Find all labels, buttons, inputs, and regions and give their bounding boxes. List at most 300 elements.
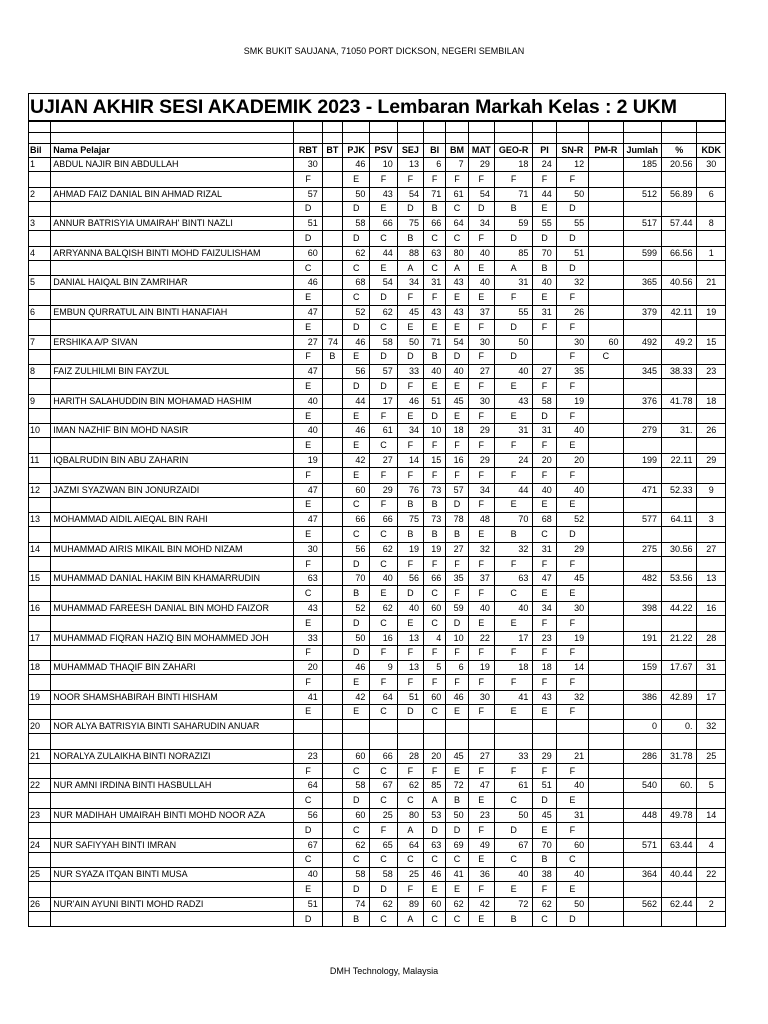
grade-cell: D <box>446 823 468 839</box>
grade-cell: C <box>424 231 446 247</box>
grade-cell: C <box>343 763 370 779</box>
mark-cell: 19 <box>468 661 494 675</box>
grade-cell <box>322 319 342 335</box>
mark-cell: 74 <box>343 897 370 911</box>
grade-cell: F <box>424 290 446 306</box>
empty-cell <box>697 911 726 927</box>
grade-cell: D <box>343 615 370 631</box>
grade-cell: F <box>294 763 322 779</box>
grade-cell: B <box>397 527 423 543</box>
empty-cell <box>662 319 697 335</box>
grade-cell: E <box>533 290 556 306</box>
empty-cell <box>29 231 51 247</box>
empty-cell <box>662 467 697 483</box>
grade-cell: F <box>294 349 322 365</box>
empty-cell <box>51 408 294 424</box>
row-number: 20 <box>29 720 51 734</box>
mark-cell <box>294 720 322 734</box>
grade-cell: D <box>370 882 397 898</box>
percent-cell: 60. <box>662 779 697 793</box>
empty-cell <box>29 882 51 898</box>
mark-cell: 40 <box>494 601 532 615</box>
grade-cell: B <box>446 527 468 543</box>
percent-cell: 56.89 <box>662 187 697 201</box>
mark-cell: 24 <box>533 158 556 172</box>
empty-cell <box>662 882 697 898</box>
mark-cell <box>589 868 623 882</box>
percent-cell: 31.78 <box>662 749 697 763</box>
marks-table-body <box>29 122 726 927</box>
grade-cell: B <box>424 349 446 365</box>
mark-cell <box>589 690 623 704</box>
empty-cell <box>697 497 726 513</box>
row-number: 5 <box>29 276 51 290</box>
rank-cell: 28 <box>697 631 726 645</box>
grade-cell <box>589 260 623 276</box>
mark-cell: 67 <box>294 838 322 852</box>
mark-cell <box>589 720 623 734</box>
mark-cell: 13 <box>397 158 423 172</box>
mark-cell: 65 <box>370 838 397 852</box>
student-name: ABDUL NAJIR BIN ABDULLAH <box>51 158 294 172</box>
empty-cell <box>468 133 494 144</box>
grade-cell: C <box>424 260 446 276</box>
empty-cell <box>623 467 661 483</box>
student-row <box>29 394 726 408</box>
mark-cell: 40 <box>556 424 588 438</box>
percent-cell: 40.44 <box>662 868 697 882</box>
mark-cell: 50 <box>397 335 423 349</box>
mark-cell: 40 <box>294 394 322 408</box>
mark-cell: 60 <box>343 483 370 497</box>
mark-cell <box>322 217 342 231</box>
grade-cell: C <box>397 793 423 809</box>
grade-cell: F <box>397 645 423 661</box>
grade-cell: E <box>446 379 468 395</box>
empty-cell <box>29 911 51 927</box>
mark-cell <box>322 601 342 615</box>
student-row <box>29 897 726 911</box>
grade-cell: F <box>294 467 322 483</box>
grade-cell: E <box>343 467 370 483</box>
empty-cell <box>51 290 294 306</box>
grade-cell: F <box>556 408 588 424</box>
empty-cell <box>697 645 726 661</box>
mark-cell: 72 <box>494 897 532 911</box>
total-cell: 512 <box>623 187 661 201</box>
percent-cell: 42.11 <box>662 305 697 319</box>
rank-cell: 29 <box>697 453 726 467</box>
student-row <box>29 572 726 586</box>
grade-cell: C <box>589 349 623 365</box>
grade-cell: F <box>556 172 588 188</box>
grade-cell: F <box>468 438 494 454</box>
grade-cell: E <box>294 615 322 631</box>
grade-cell <box>322 763 342 779</box>
empty-cell <box>623 734 661 750</box>
mark-cell <box>589 661 623 675</box>
mark-cell <box>397 720 423 734</box>
empty-cell <box>343 133 370 144</box>
mark-cell: 85 <box>494 246 532 260</box>
mark-cell: 47 <box>294 365 322 379</box>
empty-cell <box>29 133 51 144</box>
grade-cell: E <box>370 201 397 217</box>
student-name: IMAN NAZHIF BIN MOHD NASIR <box>51 424 294 438</box>
percent-cell: 41.78 <box>662 394 697 408</box>
grade-cell: E <box>370 586 397 602</box>
grade-cell: C <box>370 704 397 720</box>
student-name: DANIAL HAIQAL BIN ZAMRIHAR <box>51 276 294 290</box>
grade-cell: F <box>556 319 588 335</box>
grade-cell: E <box>343 675 370 691</box>
empty-cell <box>370 122 397 133</box>
grade-cell: E <box>468 260 494 276</box>
empty-cell <box>623 231 661 247</box>
grade-cell: F <box>424 556 446 572</box>
grade-cell <box>589 556 623 572</box>
grade-cell: C <box>370 527 397 543</box>
grade-row <box>29 734 726 750</box>
grade-cell: E <box>468 615 494 631</box>
mark-cell <box>589 276 623 290</box>
percent-cell: 62.44 <box>662 897 697 911</box>
mark-cell: 71 <box>494 187 532 201</box>
mark-cell: 44 <box>343 394 370 408</box>
empty-cell <box>29 615 51 631</box>
mark-cell <box>589 424 623 438</box>
mark-cell <box>589 779 623 793</box>
empty-cell <box>343 122 370 133</box>
mark-cell <box>322 453 342 467</box>
mark-cell: 52 <box>343 601 370 615</box>
mark-cell <box>322 572 342 586</box>
mark-cell: 16 <box>446 453 468 467</box>
student-name: MOHAMMAD AIDIL AIEQAL BIN RAHI <box>51 513 294 527</box>
rank-cell: 2 <box>697 897 726 911</box>
grade-cell: D <box>343 379 370 395</box>
grade-cell <box>322 852 342 868</box>
mark-cell: 34 <box>397 424 423 438</box>
mark-cell: 40 <box>397 601 423 615</box>
grade-cell: E <box>294 290 322 306</box>
grade-cell: E <box>294 408 322 424</box>
grade-cell: E <box>294 704 322 720</box>
grade-cell: F <box>397 675 423 691</box>
empty-cell <box>51 823 294 839</box>
grade-cell: D <box>397 201 423 217</box>
mark-cell <box>589 809 623 823</box>
grade-cell: C <box>343 290 370 306</box>
mark-cell: 10 <box>424 424 446 438</box>
column-header: % <box>662 144 697 158</box>
grade-cell: D <box>494 319 532 335</box>
grade-cell <box>589 379 623 395</box>
mark-cell: 63 <box>424 838 446 852</box>
grade-cell <box>370 734 397 750</box>
total-cell: 376 <box>623 394 661 408</box>
mark-cell <box>589 187 623 201</box>
grade-cell <box>589 497 623 513</box>
grade-row <box>29 882 726 898</box>
grade-cell: D <box>494 231 532 247</box>
rank-cell: 23 <box>697 365 726 379</box>
mark-cell: 88 <box>397 246 423 260</box>
grade-cell: F <box>446 645 468 661</box>
mark-cell <box>322 897 342 911</box>
mark-cell: 66 <box>370 217 397 231</box>
mark-cell: 41 <box>294 690 322 704</box>
grade-row <box>29 172 726 188</box>
empty-cell <box>662 379 697 395</box>
empty-cell <box>29 438 51 454</box>
grade-cell: E <box>494 882 532 898</box>
total-cell: 185 <box>623 158 661 172</box>
grade-cell: D <box>343 645 370 661</box>
rank-cell: 25 <box>697 749 726 763</box>
empty-cell <box>623 793 661 809</box>
mark-cell: 42 <box>343 453 370 467</box>
grade-cell: F <box>446 172 468 188</box>
mark-cell: 30 <box>294 542 322 556</box>
mark-cell: 51 <box>294 897 322 911</box>
mark-cell: 89 <box>397 897 423 911</box>
mark-cell: 19 <box>556 631 588 645</box>
student-name: ERSHIKA A/P SIVAN <box>51 335 294 349</box>
mark-cell: 22 <box>468 631 494 645</box>
mark-cell: 55 <box>556 217 588 231</box>
mark-cell: 20 <box>294 661 322 675</box>
student-name: NORALYA ZULAIKHA BINTI NORAZIZI <box>51 749 294 763</box>
page-title: UJIAN AKHIR SESI AKADEMIK 2023 - Lembaran Markah Kelas : 2 UKM <box>28 93 726 121</box>
footer: DMH Technology, Malaysia <box>329 966 439 976</box>
grade-row <box>29 497 726 513</box>
grade-cell: E <box>424 319 446 335</box>
empty-cell <box>697 586 726 602</box>
mark-cell: 62 <box>343 838 370 852</box>
grade-row <box>29 438 726 454</box>
grade-cell: E <box>446 704 468 720</box>
mark-cell: 31 <box>494 276 532 290</box>
mark-cell <box>494 720 532 734</box>
empty-cell <box>623 823 661 839</box>
mark-cell: 73 <box>424 483 446 497</box>
grade-cell <box>424 734 446 750</box>
row-number: 12 <box>29 483 51 497</box>
empty-cell <box>697 527 726 543</box>
mark-cell <box>589 631 623 645</box>
mark-cell: 9 <box>370 661 397 675</box>
mark-cell: 34 <box>468 217 494 231</box>
empty-cell <box>29 704 51 720</box>
total-cell: 599 <box>623 246 661 260</box>
mark-cell: 55 <box>494 305 532 319</box>
mark-cell: 6 <box>446 661 468 675</box>
grade-cell: F <box>494 556 532 572</box>
grade-cell: F <box>468 586 494 602</box>
grade-cell: E <box>494 408 532 424</box>
empty-cell <box>29 408 51 424</box>
grade-cell <box>322 201 342 217</box>
grade-cell: D <box>556 231 588 247</box>
empty-cell <box>623 379 661 395</box>
grade-cell: F <box>397 379 423 395</box>
mark-cell: 40 <box>468 246 494 260</box>
grade-cell: F <box>397 467 423 483</box>
mark-cell: 31 <box>533 542 556 556</box>
rank-cell: 26 <box>697 424 726 438</box>
student-name: NUR'AIN AYUNI BINTI MOHD RADZI <box>51 897 294 911</box>
empty-cell <box>294 133 322 144</box>
rank-cell: 8 <box>697 217 726 231</box>
grade-cell: F <box>494 763 532 779</box>
empty-cell <box>662 911 697 927</box>
rank-cell: 17 <box>697 690 726 704</box>
student-name: JAZMI SYAZWAN BIN JONURZAIDI <box>51 483 294 497</box>
grade-cell: C <box>370 556 397 572</box>
empty-cell <box>623 675 661 691</box>
mark-cell: 74 <box>322 335 342 349</box>
mark-cell: 40 <box>294 424 322 438</box>
empty-cell <box>29 586 51 602</box>
total-cell: 471 <box>623 483 661 497</box>
student-row <box>29 601 726 615</box>
grade-cell: C <box>533 911 556 927</box>
grade-cell <box>322 408 342 424</box>
grade-cell: F <box>533 615 556 631</box>
grade-cell <box>589 704 623 720</box>
mark-cell: 26 <box>556 305 588 319</box>
mark-cell: 27 <box>468 749 494 763</box>
grade-cell: F <box>556 823 588 839</box>
rank-cell: 22 <box>697 868 726 882</box>
column-header: PJK <box>343 144 370 158</box>
spacer-row <box>29 122 726 133</box>
student-name: NUR MADIHAH UMAIRAH BINTI MOHD NOOR AZA <box>51 809 294 823</box>
mark-cell: 70 <box>533 246 556 260</box>
total-cell: 279 <box>623 424 661 438</box>
mark-cell <box>322 542 342 556</box>
empty-cell <box>623 852 661 868</box>
student-name: MUHAMMAD FIQRAN HAZIQ BIN MOHAMMED JOH <box>51 631 294 645</box>
grade-cell: E <box>494 704 532 720</box>
grade-cell: D <box>424 823 446 839</box>
mark-cell <box>322 868 342 882</box>
grade-cell: E <box>556 793 588 809</box>
mark-cell: 35 <box>556 365 588 379</box>
mark-cell <box>322 838 342 852</box>
mark-cell: 37 <box>468 305 494 319</box>
mark-cell: 60 <box>424 897 446 911</box>
grade-cell: D <box>343 556 370 572</box>
mark-cell: 24 <box>494 453 532 467</box>
mark-cell: 66 <box>370 749 397 763</box>
mark-cell: 47 <box>294 483 322 497</box>
student-row <box>29 720 726 734</box>
mark-cell <box>322 158 342 172</box>
grade-cell: C <box>397 852 423 868</box>
mark-cell: 18 <box>494 158 532 172</box>
grade-cell: C <box>370 793 397 809</box>
percent-cell: 64.11 <box>662 513 697 527</box>
mark-cell: 50 <box>343 631 370 645</box>
mark-cell: 23 <box>468 809 494 823</box>
mark-cell: 31 <box>494 424 532 438</box>
grade-row <box>29 231 726 247</box>
marks-table <box>28 121 726 927</box>
mark-cell: 59 <box>494 217 532 231</box>
mark-cell: 19 <box>556 394 588 408</box>
total-cell: 379 <box>623 305 661 319</box>
mark-cell: 31 <box>424 276 446 290</box>
grade-cell: E <box>343 349 370 365</box>
total-cell: 540 <box>623 779 661 793</box>
mark-cell: 30 <box>294 158 322 172</box>
grade-row <box>29 556 726 572</box>
grade-cell: B <box>424 527 446 543</box>
mark-cell: 63 <box>494 572 532 586</box>
grade-cell: C <box>446 201 468 217</box>
grade-cell <box>322 290 342 306</box>
grade-cell: A <box>494 260 532 276</box>
spacer-row <box>29 133 726 144</box>
empty-cell <box>697 319 726 335</box>
grade-cell: F <box>370 675 397 691</box>
mark-cell <box>589 483 623 497</box>
empty-cell <box>29 734 51 750</box>
empty-cell <box>29 527 51 543</box>
mark-cell: 50 <box>556 187 588 201</box>
total-cell: 0 <box>623 720 661 734</box>
mark-cell: 61 <box>494 779 532 793</box>
grade-cell: C <box>343 852 370 868</box>
student-row <box>29 809 726 823</box>
empty-cell <box>623 586 661 602</box>
empty-cell <box>51 793 294 809</box>
empty-cell <box>51 911 294 927</box>
student-row <box>29 868 726 882</box>
mark-cell: 16 <box>370 631 397 645</box>
grade-cell: D <box>424 408 446 424</box>
mark-cell: 51 <box>424 394 446 408</box>
grade-cell: D <box>468 201 494 217</box>
column-header: RBT <box>294 144 322 158</box>
empty-cell <box>697 615 726 631</box>
rank-cell: 5 <box>697 779 726 793</box>
grade-cell <box>589 793 623 809</box>
grade-cell: E <box>294 438 322 454</box>
empty-cell <box>623 319 661 335</box>
grade-row <box>29 911 726 927</box>
empty-cell <box>446 122 468 133</box>
mark-cell: 44 <box>494 483 532 497</box>
grade-cell <box>533 734 556 750</box>
row-number: 17 <box>29 631 51 645</box>
grade-cell: C <box>424 704 446 720</box>
grade-row <box>29 763 726 779</box>
grade-cell: E <box>556 586 588 602</box>
grade-cell <box>589 882 623 898</box>
percent-cell: 17.67 <box>662 661 697 675</box>
mark-cell <box>533 720 556 734</box>
empty-cell <box>294 122 322 133</box>
grade-row <box>29 201 726 217</box>
student-row <box>29 838 726 852</box>
mark-cell: 63 <box>424 246 446 260</box>
grade-cell: C <box>343 823 370 839</box>
grade-cell: B <box>533 260 556 276</box>
mark-cell: 45 <box>556 572 588 586</box>
